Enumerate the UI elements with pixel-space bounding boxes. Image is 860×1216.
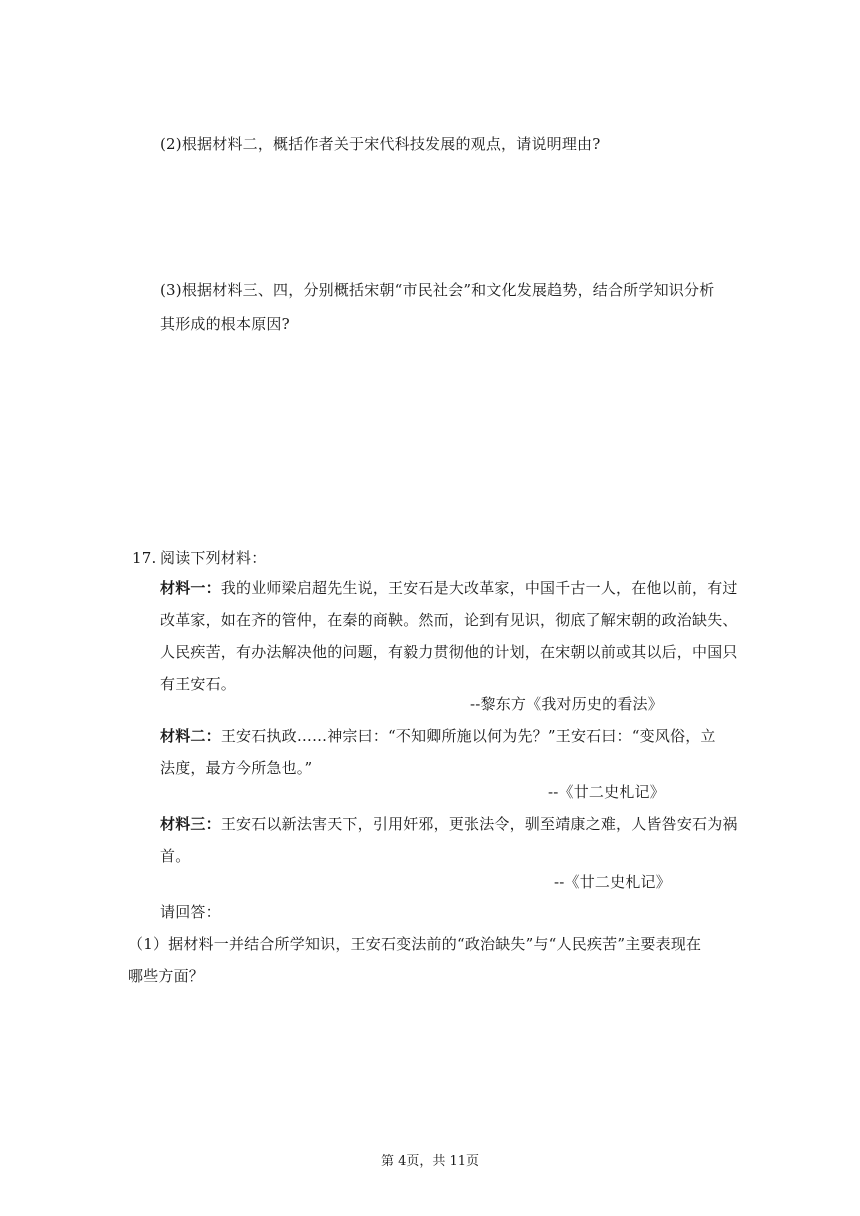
material-1-line3: 人民疾苦，有办法解决他的问题，有毅力贯彻他的计划，在宋朝以前或其以后，中国只 xyxy=(160,643,738,661)
question-16-3-line1: (3)根据材料三、四，分别概括宋朝“市民社会”和文化发展趋势，结合所学知识分析 xyxy=(160,281,715,299)
material-2-text-1: 王安石执政……神宗曰：“不知卿所施以何为先？”王安石曰：“变风俗，立 xyxy=(220,727,716,745)
answer-prompt: 请回答： xyxy=(160,903,221,921)
material-3-line1 xyxy=(160,814,738,834)
material-3-line2: 首。 xyxy=(160,847,191,865)
question-17-intro: 阅读下列材料： xyxy=(160,549,267,567)
question-17-1-line2: 哪些方面？ xyxy=(128,967,205,985)
question-16-2: (2)根据材料二，概括作者关于宋代科技发展的观点，请说明理由? xyxy=(160,135,601,153)
material-2-label: 材料二： xyxy=(160,727,221,745)
material-1-label: 材料一： xyxy=(160,579,221,597)
material-2-line2: 法度，最方今所急也。” xyxy=(160,759,313,777)
material-1-text-1: 我的业师梁启超先生说，王安石是大改革家，中国千古一人，在他以前，有过 xyxy=(220,579,738,597)
material-3-text-1: 王安石以新法害天下，引用奸邪，更张法令，驯至靖康之难，人皆咎安石为祸 xyxy=(220,815,738,833)
material-3-source: --《廿二史札记》 xyxy=(554,873,671,891)
material-2-source: --《廿二史札记》 xyxy=(548,783,665,801)
material-1-source: --黎东方《我对历史的看法》 xyxy=(470,695,663,713)
page-footer: 第 4页，共 11页 xyxy=(380,1154,480,1169)
material-2-line1 xyxy=(160,726,716,746)
material-1-line1 xyxy=(160,578,738,598)
question-16-3-line2: 其形成的根本原因? xyxy=(160,315,290,333)
material-3-label: 材料三： xyxy=(160,815,221,833)
material-1-line4: 有王安石。 xyxy=(160,675,237,693)
question-17-1-line1: （1）据材料一并结合所学知识，王安石变法前的“政治缺失”与“人民疾苦”主要表现在 xyxy=(128,935,702,953)
material-1-line2: 改革家，如在齐的管仲，在秦的商鞅。然而，论到有见识，彻底了解宋朝的政治缺失、 xyxy=(160,611,738,629)
question-17-number: 17. xyxy=(132,549,157,567)
